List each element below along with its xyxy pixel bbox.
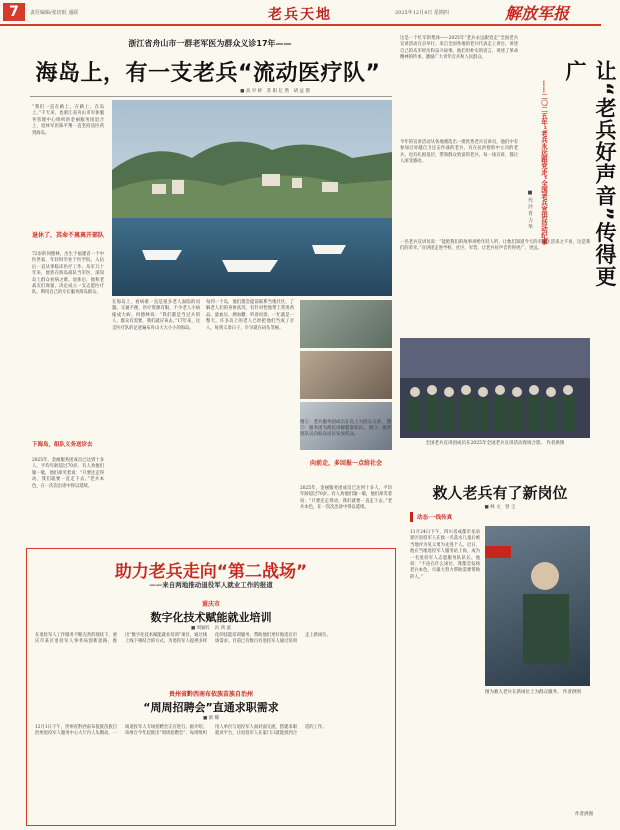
masthead-rule [0,24,601,26]
lead-body-col1: 72岁的何德林，出生于福建省一个中医世家，年轻时毕业于医学院，入伍后一直从事临床医疗工作。从军几十年来，他曾在海岛部队当军医，深知岛上群众看病之难。退休后，他和老战友们商量，决定成立一支志愿医疗队，利用自己的专长服务海岛群众。 [32,252,104,296]
story2-region: 贵州省黔西南布依族苗族自治州 [168,691,253,698]
story1-byline: ■ 周颖红 冯 鸿 波 [190,626,232,631]
small-story-body: 11月24日下午，四川省成都市龙泉驿区退役军人在救一名落水儿童后被当地评为见义勇为先进个人。近日，他在当地退役军人服务站上岗，成为一名退役军人志愿服务队队长。他说：“不论在什么岗位，我都会发扬老兵本色，尽最大努力帮助需要帮助的人。” [410,530,480,580]
small-story-headline: 救人老兵有了新岗位 [432,484,568,502]
lead-subhead-1: 退休了，其命不离离开部队 [32,232,105,239]
feature-photo-caption: 全国老兵宣讲团成员在2025年全国老兵宣讲活动现场合影。 作者供图 [425,441,565,446]
feature-subline: ——二〇二五年“老兵永远跟党走”全国老兵宣讲活动纪事 [540,80,548,245]
feature-body-col3: 一名老兵宣讲员说：“能把我们的故事讲给年轻人听，让他们知道今天的幸福生活来之不易，这是我们的荣幸。”宣讲团走进学校、社区、军营，让老兵好声音传得更广、更远。 [400,240,590,252]
lead-kicker: 浙江省舟山市一群老军医为群众义诊17年—— [128,39,292,48]
story2-headline: “周周招聘会”直通求职需求 [143,701,279,714]
right-feature-text-top [400,36,518,236]
feature-body-col2: 今年的宣讲活动从各地遴选出一批优秀老兵宣讲员，他们中有参加过对越自卫还击作战的老兵，有在抗洪抢险中立功的老兵，也有扎根基层、带领群众致富的老兵。每一场宣讲，都让人深受感动。 [400,140,518,165]
small-story-photo [485,526,590,686]
inset-photo-2 [300,351,392,399]
lead-headline: 海岛上，有一支老兵“流动医疗队” [35,61,381,86]
masthead-date: 2025年12月4日 星期四 [395,10,449,16]
inset-photo-1 [300,300,392,348]
section-title: 老兵天地 [268,7,332,23]
lead-subhead-3: 下海岛，组队义务送诊去 [32,442,93,448]
small-story-caption: 图为救人老兵在新岗位上为群众服务。 作者供图 [485,690,581,695]
small-story-tag: 动态·一线传真 [417,515,453,521]
box-title: 助力老兵走向“第二战场” [114,562,308,582]
footer-note: 作者供图 [575,812,593,817]
lead-body-col1b: 2025年，金丽服务团成员已达到十多人，平均年龄超过70岁。有人劝他们歇一歇，他们却笑着说：“只要还走得动，我们就要一直走下去。”老兵本色，在一次次出诊中得以延续。 [32,458,104,489]
lead-photo-caption: 图①：老兵服务团成员在岛上为群众义诊。 图②：服务团为渔民讲解健康知识。 图③：服务团队员向海岛居民发放药品。 [300,420,392,438]
page-number: 7 [9,4,19,20]
paper-logo: 解放军报 [505,4,570,23]
masthead-left-label: 责任编辑/张培珉 通联 [30,10,79,16]
lead-rule [30,96,392,97]
feature-group-photo [400,338,590,438]
story2-byline: ■ 蔡 娜 [202,716,220,721]
feature-byline: ■ 代 玲 肯 力 华 [527,190,533,229]
small-story-tag-box [410,512,483,522]
lead-body-col3: 每到一个岛，他们都会提前联系当地社区，了解老人们的身体状况，有针对性地带上常用药品。量血压、测血糖、听诊问诊，一忙就是一整天。许多岛上的老人已经把他们当成了亲人，每到义诊日子，早早就在码头等候。 [206,300,294,331]
feature-headline: 让“老兵好声音”传得更广 [563,60,617,288]
story1-region: 重庆市 [201,601,220,608]
lead-subhead-2: 向前走，多回报一点给社会 [309,460,382,467]
lead-body-col2: 在海岛上，看病难一直是很多老人面临的问题。交通不便、医疗资源有限，不少老人小病拖成大病。何德林说：“我们都是当过兵的人，群众有需要，我们就应该去。”17年来，这支医疗队的足迹遍布舟山大大小小的海岛。 [112,300,200,331]
employment-box [26,548,396,826]
lead-intro: “我们一直在路上，在路上，在岛上。”千天来，也浙江省舟山市军休服务管理中心组织的金丽服务团退合上，退休军医陈平翔一直坚持送医药到海岛。 [32,105,104,136]
feature-body-col1: 这是一个红军的集体——2025年“老兵永远跟党走”全国老兵宣讲活动在京举行。来自全国各地的老兵代表走上讲台，讲述自己的从军经历和奋斗故事。他们用朴实的语言，讲述了革命精神的传承，激励广大青年官兵和人民群众。 [400,36,518,61]
masthead [0,0,601,26]
story1-headline: 数字化技术赋能就业培训 [150,611,272,624]
story2-body: 12月1日下午，贵州省黔西南布依族苗族自治州退役军人服务中心大厅内人头攒动，一场退役军人专场招聘会正在进行。据介绍，该州自今年起推出“周周招聘会”，每周组织用人单位与退役军人面对面交流，搭建求职就业平台，让退役军人在家门口就能找到合适的工作。 [35,725,327,737]
lead-photo [112,100,392,296]
box-subtitle: ——来自两地推动退役军人就业工作的报道 [149,581,273,589]
lead-byline: ■ 高 亭 桥 苏 阳 亿 然 胡 益 郡 [240,89,310,94]
small-story-byline: ■ 林 文 曾 尘 [484,505,516,510]
lead-body-col4: 2025年，金丽服务团成员已达到十多人，平均年龄超过70岁。有人劝他们歇一歇，他们却笑着说：“只要还走得动，我们就要一直走下去。”老兵本色，在一次次出诊中得以延续。 [300,486,392,511]
story1-body: 在退役军人工作服务不断完善的现状下，重庆市某区退役军人事务局创新思路，推出“数字化技术赋能就业培训”项目，通过线上线下相结合的方式，为退役军人提供多样化的技能培训服务，帮助他们更好地适应市场需求。目前已有数百名退役军人通过培训走上新岗位。 [35,633,331,645]
